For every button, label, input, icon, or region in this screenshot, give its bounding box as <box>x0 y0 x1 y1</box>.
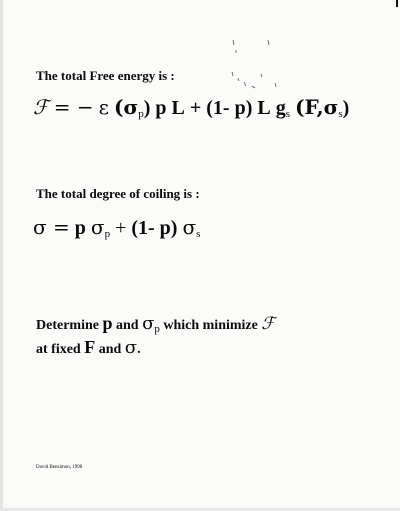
period: . <box>137 342 141 357</box>
F-symbol: F <box>84 337 96 357</box>
subscript-p: p <box>138 108 144 120</box>
free-energy-heading: The total Free energy is : <box>36 68 175 83</box>
p-term: p <box>74 217 86 239</box>
plus-sign: + <box>115 217 127 239</box>
subscript-s: s <box>196 228 201 240</box>
free-energy-equation <box>33 95 349 120</box>
subscript-s: s <box>285 108 290 120</box>
argument-close: ) <box>342 97 350 119</box>
one-minus-p: (1- p) <box>206 97 253 119</box>
free-energy-symbol: ℱ <box>33 95 49 119</box>
epsilon-symbol: ε <box>98 95 109 119</box>
p-symbol: p <box>102 313 113 333</box>
sigma-s: σ <box>182 215 197 239</box>
sigma-p: σ <box>90 215 105 239</box>
at-fixed: at fixed <box>36 342 81 357</box>
question-line-2 <box>36 337 141 358</box>
L-term: L <box>257 97 271 119</box>
p-L-term: p L <box>155 97 185 119</box>
question-line-1 <box>36 313 275 334</box>
one-minus-p: (1- p) <box>131 217 178 239</box>
sigma-equals: σ = <box>33 215 70 239</box>
coiling-heading: The total degree of coiling is : <box>36 186 200 201</box>
sigma-p-symbol: σ <box>142 313 155 334</box>
and-word: and <box>98 342 122 357</box>
coiling-equation <box>33 215 200 240</box>
g-term: g <box>275 97 286 119</box>
subscript-s: s <box>338 108 343 120</box>
close-paren: ) <box>143 97 151 119</box>
which-minimize: which minimize <box>163 318 258 333</box>
sigma-p-open: (σ <box>113 95 139 119</box>
subscript-p: p <box>154 323 160 335</box>
plus-sign: + <box>189 97 202 119</box>
subscript-p: p <box>104 228 111 240</box>
free-energy-symbol: ℱ <box>261 314 275 334</box>
and-word: and <box>115 318 139 333</box>
author-signature: David Bensimon, 1998 <box>36 465 83 470</box>
sigma-symbol: σ <box>124 337 138 358</box>
argument-open: (F,σ <box>294 95 339 119</box>
determine-word: Determine <box>36 318 99 333</box>
equals-minus: = − <box>53 95 94 119</box>
